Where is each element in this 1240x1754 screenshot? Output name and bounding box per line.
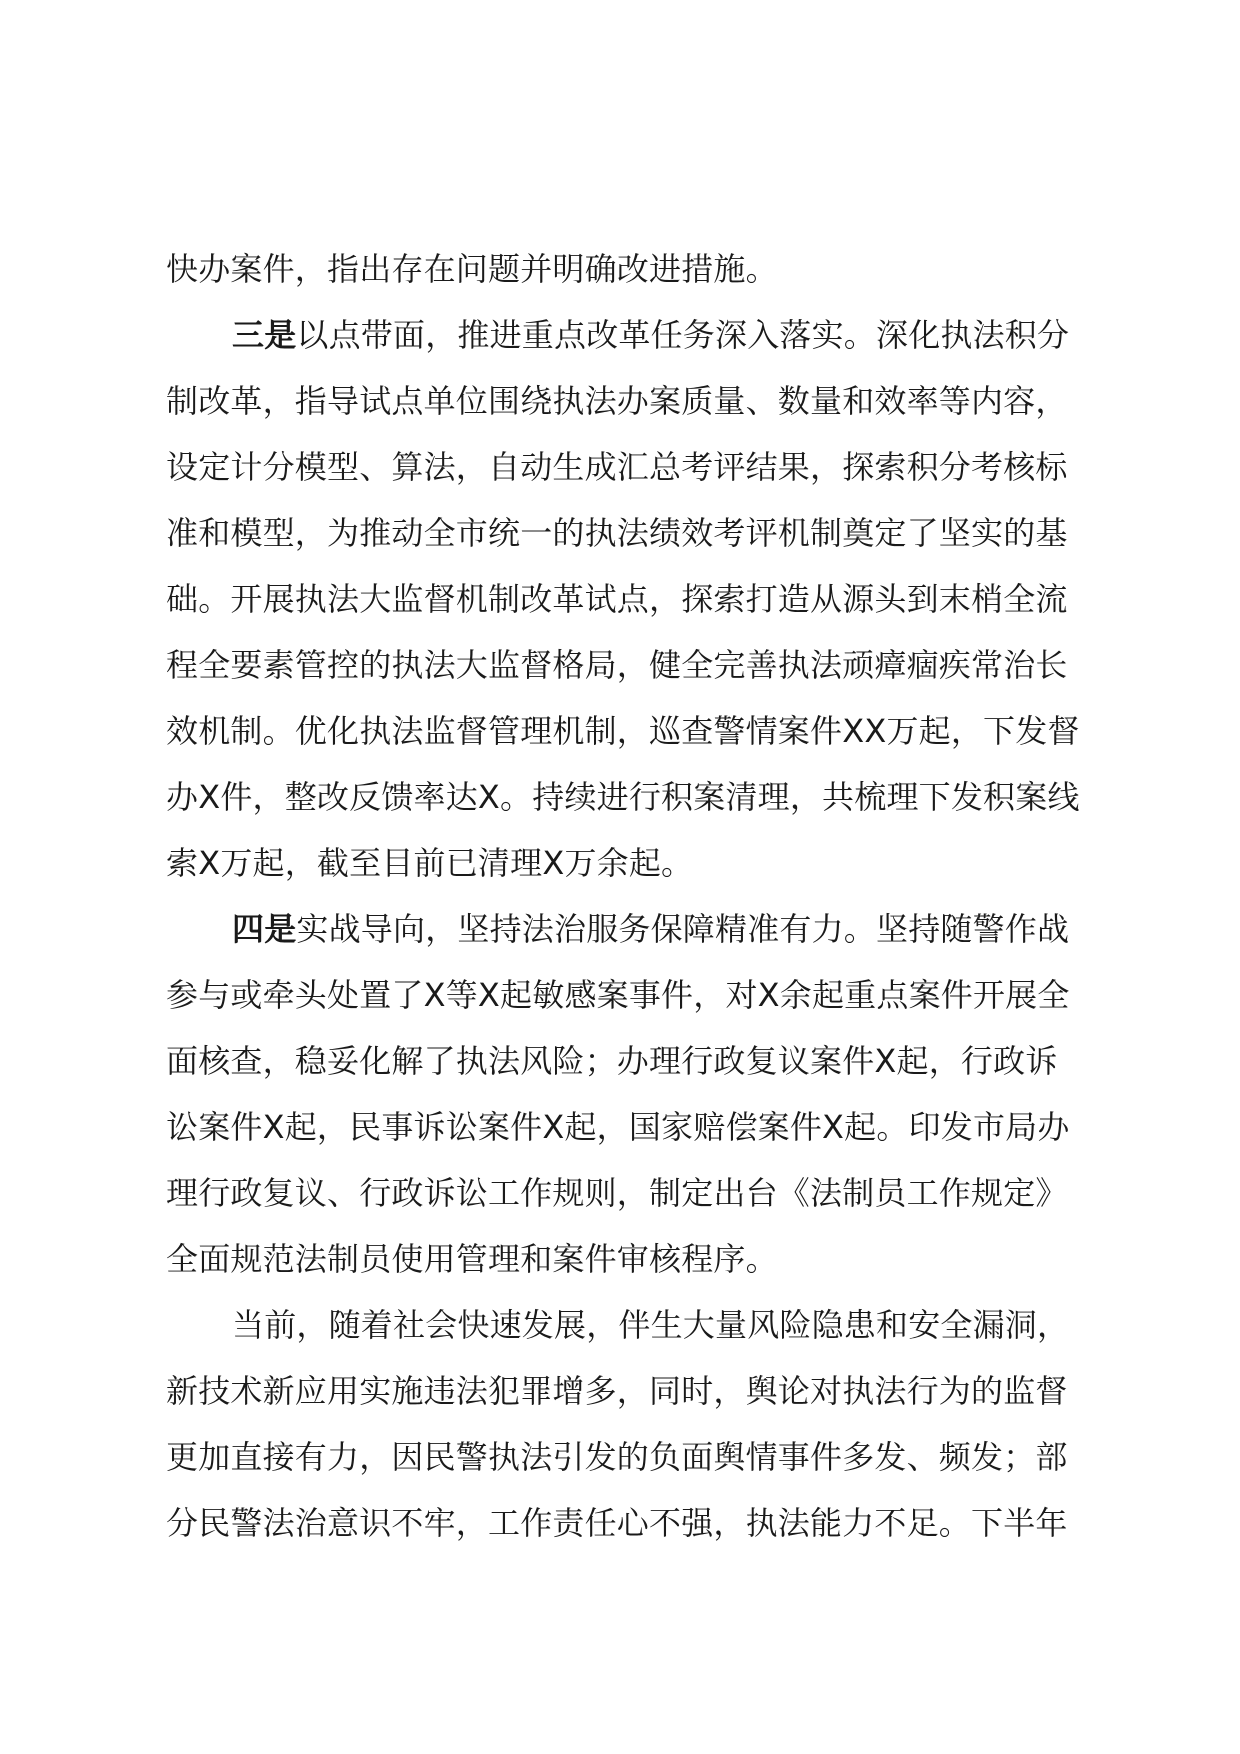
text-line [166, 1160, 1106, 1226]
line-text: 讼案件X起，民事诉讼案件X起，国家赔偿案件X起。印发市局办 [166, 1108, 1070, 1146]
line-text: 准和模型，为推动全市统一的执法绩效考评机制奠定了坚实的基 [166, 514, 1068, 552]
text-line [166, 962, 1106, 1028]
line-text: 分民警法治意识不牢，工作责任心不强，执法能力不足。下半年 [166, 1504, 1068, 1542]
line-text: 设定计分模型、算法，自动生成汇总考评结果，探索积分考核标 [166, 448, 1068, 486]
line-text: 新技术新应用实施违法犯罪增多，同时，舆论对执法行为的监督 [166, 1372, 1068, 1410]
line-text: 理行政复议、行政诉讼工作规则，制定出台《法制员工作规定》 [166, 1174, 1068, 1212]
line-text: 面核查，稳妥化解了执法风险；办理行政复议案件X起，行政诉 [166, 1042, 1058, 1080]
text-line [166, 1226, 1106, 1292]
text-line [166, 1424, 1106, 1490]
text-line [166, 1490, 1106, 1556]
text-line [166, 1028, 1106, 1094]
line-text: 当前，随着社会快速发展，伴生大量风险隐患和安全漏洞， [232, 1306, 1070, 1344]
paragraph-start-line [166, 302, 1106, 368]
text-line [166, 632, 1106, 698]
line-text: 制改革，指导试点单位围绕执法办案质量、数量和效率等内容， [166, 382, 1068, 420]
paragraph-start-line [166, 896, 1106, 962]
line-text: 办X件，整改反馈率达X。持续进行积案清理，共梳理下发积案线 [166, 778, 1080, 816]
document-body [166, 236, 1106, 1556]
text-line [166, 434, 1106, 500]
text-line [166, 566, 1106, 632]
line-text: 更加直接有力，因民警执法引发的负面舆情事件多发、频发；部 [166, 1438, 1068, 1476]
line-text: 索X万起，截至目前已清理X万余起。 [166, 844, 694, 882]
line-text: 全面规范法制员使用管理和案件审核程序。 [166, 1240, 778, 1278]
text-line [166, 830, 1106, 896]
text-line [166, 500, 1106, 566]
text-line [166, 236, 1106, 302]
text-line [166, 368, 1106, 434]
text-line [166, 1094, 1106, 1160]
line-text: 础。开展执法大监督机制改革试点，探索打造从源头到末梢全流 [166, 580, 1068, 618]
line-text: 程全要素管控的执法大监督格局，健全完善执法顽瘴痼疾常治长 [166, 646, 1068, 684]
line-text: 参与或牵头处置了X等X起敏感案事件，对X余起重点案件开展全 [166, 976, 1070, 1014]
paragraph-lead: 三是 [232, 316, 297, 354]
line-text: 效机制。优化执法监督管理机制，巡查警情案件XX万起，下发督 [166, 712, 1080, 750]
paragraph-start-line [166, 1292, 1106, 1358]
paragraph-lead: 四是 [232, 910, 297, 948]
text-line [166, 698, 1106, 764]
line-text: 实战导向，坚持法治服务保障精准有力。坚持随警作战 [296, 910, 1070, 948]
text-line [166, 764, 1106, 830]
line-text: 以点带面，推进重点改革任务深入落实。深化执法积分 [296, 316, 1070, 354]
line-text: 快办案件，指出存在问题并明确改进措施。 [166, 250, 778, 288]
text-line [166, 1358, 1106, 1424]
